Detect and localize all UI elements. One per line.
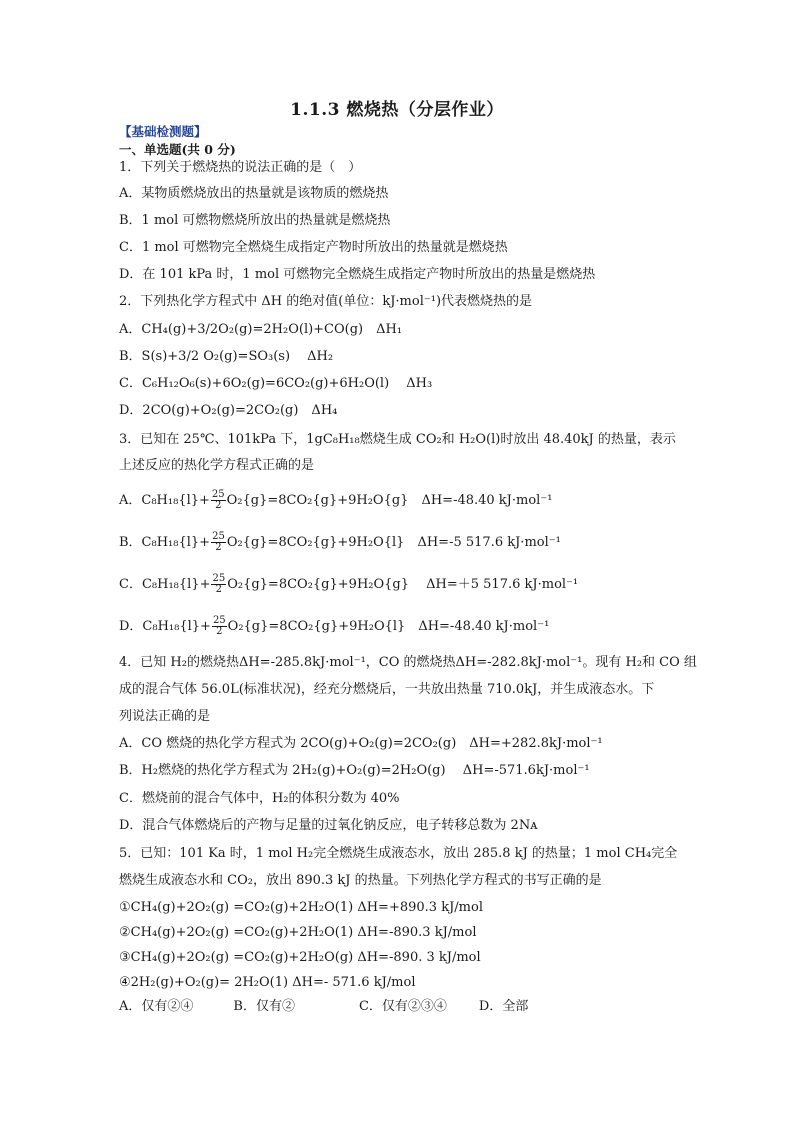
q4-stem-line1: 4．已知 H₂的燃烧热ΔH=-285.8kJ·mol⁻¹，CO 的燃烧热ΔH=-282.8kJ·mol⁻¹。现有 H₂和 CO 组 (119, 655, 697, 670)
q4-option-d: D．混合气体燃烧后的产物与足量的过氧化钠反应，电子转移总数为 2Nᴀ (119, 818, 538, 833)
q3-b-frac-den: 2 (215, 542, 222, 553)
q5-options-row (119, 999, 528, 1015)
q3-option-a (119, 488, 552, 514)
q5-equation-1: ①CH₄(g)+2O₂(g) =CO₂(g)+2H₂O(1) ΔH=+890.3 kJ/mol (119, 900, 483, 915)
q3-a-frac-den: 2 (215, 500, 222, 511)
q5-stem-line1: 5．已知：101 Ka 时，1 mol H₂完全燃烧生成液态水，放出 285.8 kJ 的热量；1 mol CH₄完全 (119, 846, 678, 861)
q3-c-prefix: C．C₈H₁₈{l}+ (119, 577, 211, 592)
q3-option-c (119, 572, 578, 598)
q1-option-a: A．某物质燃烧放出的热量就是该物质的燃烧热 (119, 186, 389, 201)
q3-option-b (119, 530, 561, 556)
q3-b-prefix: B．C₈H₁₈{l}+ (119, 535, 211, 550)
q3-b-fraction (211, 532, 226, 553)
q3-d-frac-num: 25 (212, 615, 226, 626)
q4-option-c: C．燃烧前的混合气体中，H₂的体积分数为 40% (119, 791, 400, 806)
q1-option-b: B．1 mol 可燃物燃烧所放出的热量就是燃烧热 (119, 213, 391, 228)
q1-option-c: C．1 mol 可燃物完全燃烧生成指定产物时所放出的热量就是燃烧热 (119, 240, 508, 255)
q3-d-prefix: D．C₈H₁₈{l}+ (119, 619, 211, 634)
q3-a-fraction (211, 490, 226, 511)
q2-option-c: C．C₆H₁₂O₆(s)+6O₂(g)=6CO₂(g)+6H₂O(l) ΔH₃ (119, 376, 433, 391)
q5-option-d: D．全部 (478, 999, 529, 1014)
q2-option-d: D．2CO(g)+O₂(g)=2CO₂(g) ΔH₄ (119, 403, 338, 418)
q2-option-b: B．S(s)+3/2 O₂(g)=SO₃(s) ΔH₂ (119, 349, 334, 364)
q5-equation-3: ③CH₄(g)+2O₂(g) =CO₂(g)+2H₂O(g) ΔH=-890. 3 kJ/mol (119, 950, 481, 965)
q3-c-suffix: O₂{g}=8CO₂{g}+9H₂O{g} ΔH=＋5 517.6 kJ·mol⁻¹ (227, 577, 579, 592)
q1-option-d: D．在 101 kPa 时，1 mol 可燃物完全燃烧生成指定产物时所放出的热量是燃烧热 (119, 267, 596, 282)
q5-option-a: A．仅有②④ (119, 999, 194, 1014)
q2-option-a: A．CH₄(g)+3/2O₂(g)=2H₂O(l)+CO(g) ΔH₁ (119, 322, 403, 337)
q5-stem-line2: 燃烧生成液态水和 CO₂，放出 890.3 kJ 的热量。下列热化学方程式的书写正确的是 (119, 873, 602, 888)
q3-a-prefix: A．C₈H₁₈{l}+ (119, 493, 210, 508)
q4-option-a: A．CO 燃烧的热化学方程式为 2CO(g)+O₂(g)=2CO₂(g) ΔH=+282.8kJ·mol⁻¹ (119, 736, 603, 751)
section-tag: 【基础检测题】 (119, 124, 207, 139)
q3-a-frac-num: 25 (211, 489, 225, 500)
q4-stem-line3: 列说法正确的是 (119, 709, 211, 724)
q3-c-frac-den: 2 (215, 584, 223, 595)
q3-c-frac-num: 25 (212, 573, 226, 584)
q3-stem-line1: 3．已知在 25℃、101kPa 下，1gC₈H₁₈燃烧生成 CO₂和 H₂O(l)时放出 48.40kJ 的热量，表示 (119, 432, 676, 447)
q5-option-c: C．仅有②③④ (358, 999, 447, 1014)
q3-b-frac-num: 25 (212, 531, 225, 542)
page-title: 1.1.3 燃烧热（分层作业） (290, 100, 504, 120)
q4-option-b: B．H₂燃烧的热化学方程式为 2H₂(g)+O₂(g)=2H₂O(g) ΔH=-571.6kJ·mol⁻¹ (119, 763, 590, 778)
q5-equation-2: ②CH₄(g)+2O₂(g) =CO₂(g)+2H₂O(1) ΔH=-890.3 kJ/mol (119, 925, 477, 940)
q4-stem-line2: 成的混合气体 56.0L(标准状况)，经充分燃烧后，一共放出热量 710.0kJ，并生成液态水。下 (119, 682, 655, 697)
q3-a-suffix: O₂{g}=8CO₂{g}+9H₂O{g} ΔH=-48.40 kJ·mol⁻¹ (226, 493, 553, 508)
q2-stem: 2．下列热化学方程式中 ΔH 的绝对值(单位：kJ·mol⁻¹)代表燃烧热的是 (119, 294, 533, 309)
q3-d-frac-den: 2 (216, 626, 223, 637)
q3-d-suffix: O₂{g}=8CO₂{g}+9H₂O{l} ΔH=-48.40 kJ·mol⁻¹ (227, 619, 550, 634)
q5-equation-4: ④2H₂(g)+O₂(g)= 2H₂O(1) ΔH=- 571.6 kJ/mol (119, 975, 416, 990)
q3-c-fraction (211, 574, 226, 595)
q3-option-d (119, 614, 549, 640)
q3-b-suffix: O₂{g}=8CO₂{g}+9H₂O{l} ΔH=-5 517.6 kJ·mol⁻¹ (226, 535, 561, 550)
q3-d-fraction (212, 616, 227, 637)
q1-stem: 1．下列关于燃烧热的说法正确的是（ ） (119, 160, 362, 175)
q3-stem-line2: 上述反应的热化学方程式正确的是 (119, 458, 315, 473)
section-heading: 一、单选题(共 0 分) (119, 142, 236, 157)
q5-option-b: B．仅有② (233, 999, 295, 1014)
